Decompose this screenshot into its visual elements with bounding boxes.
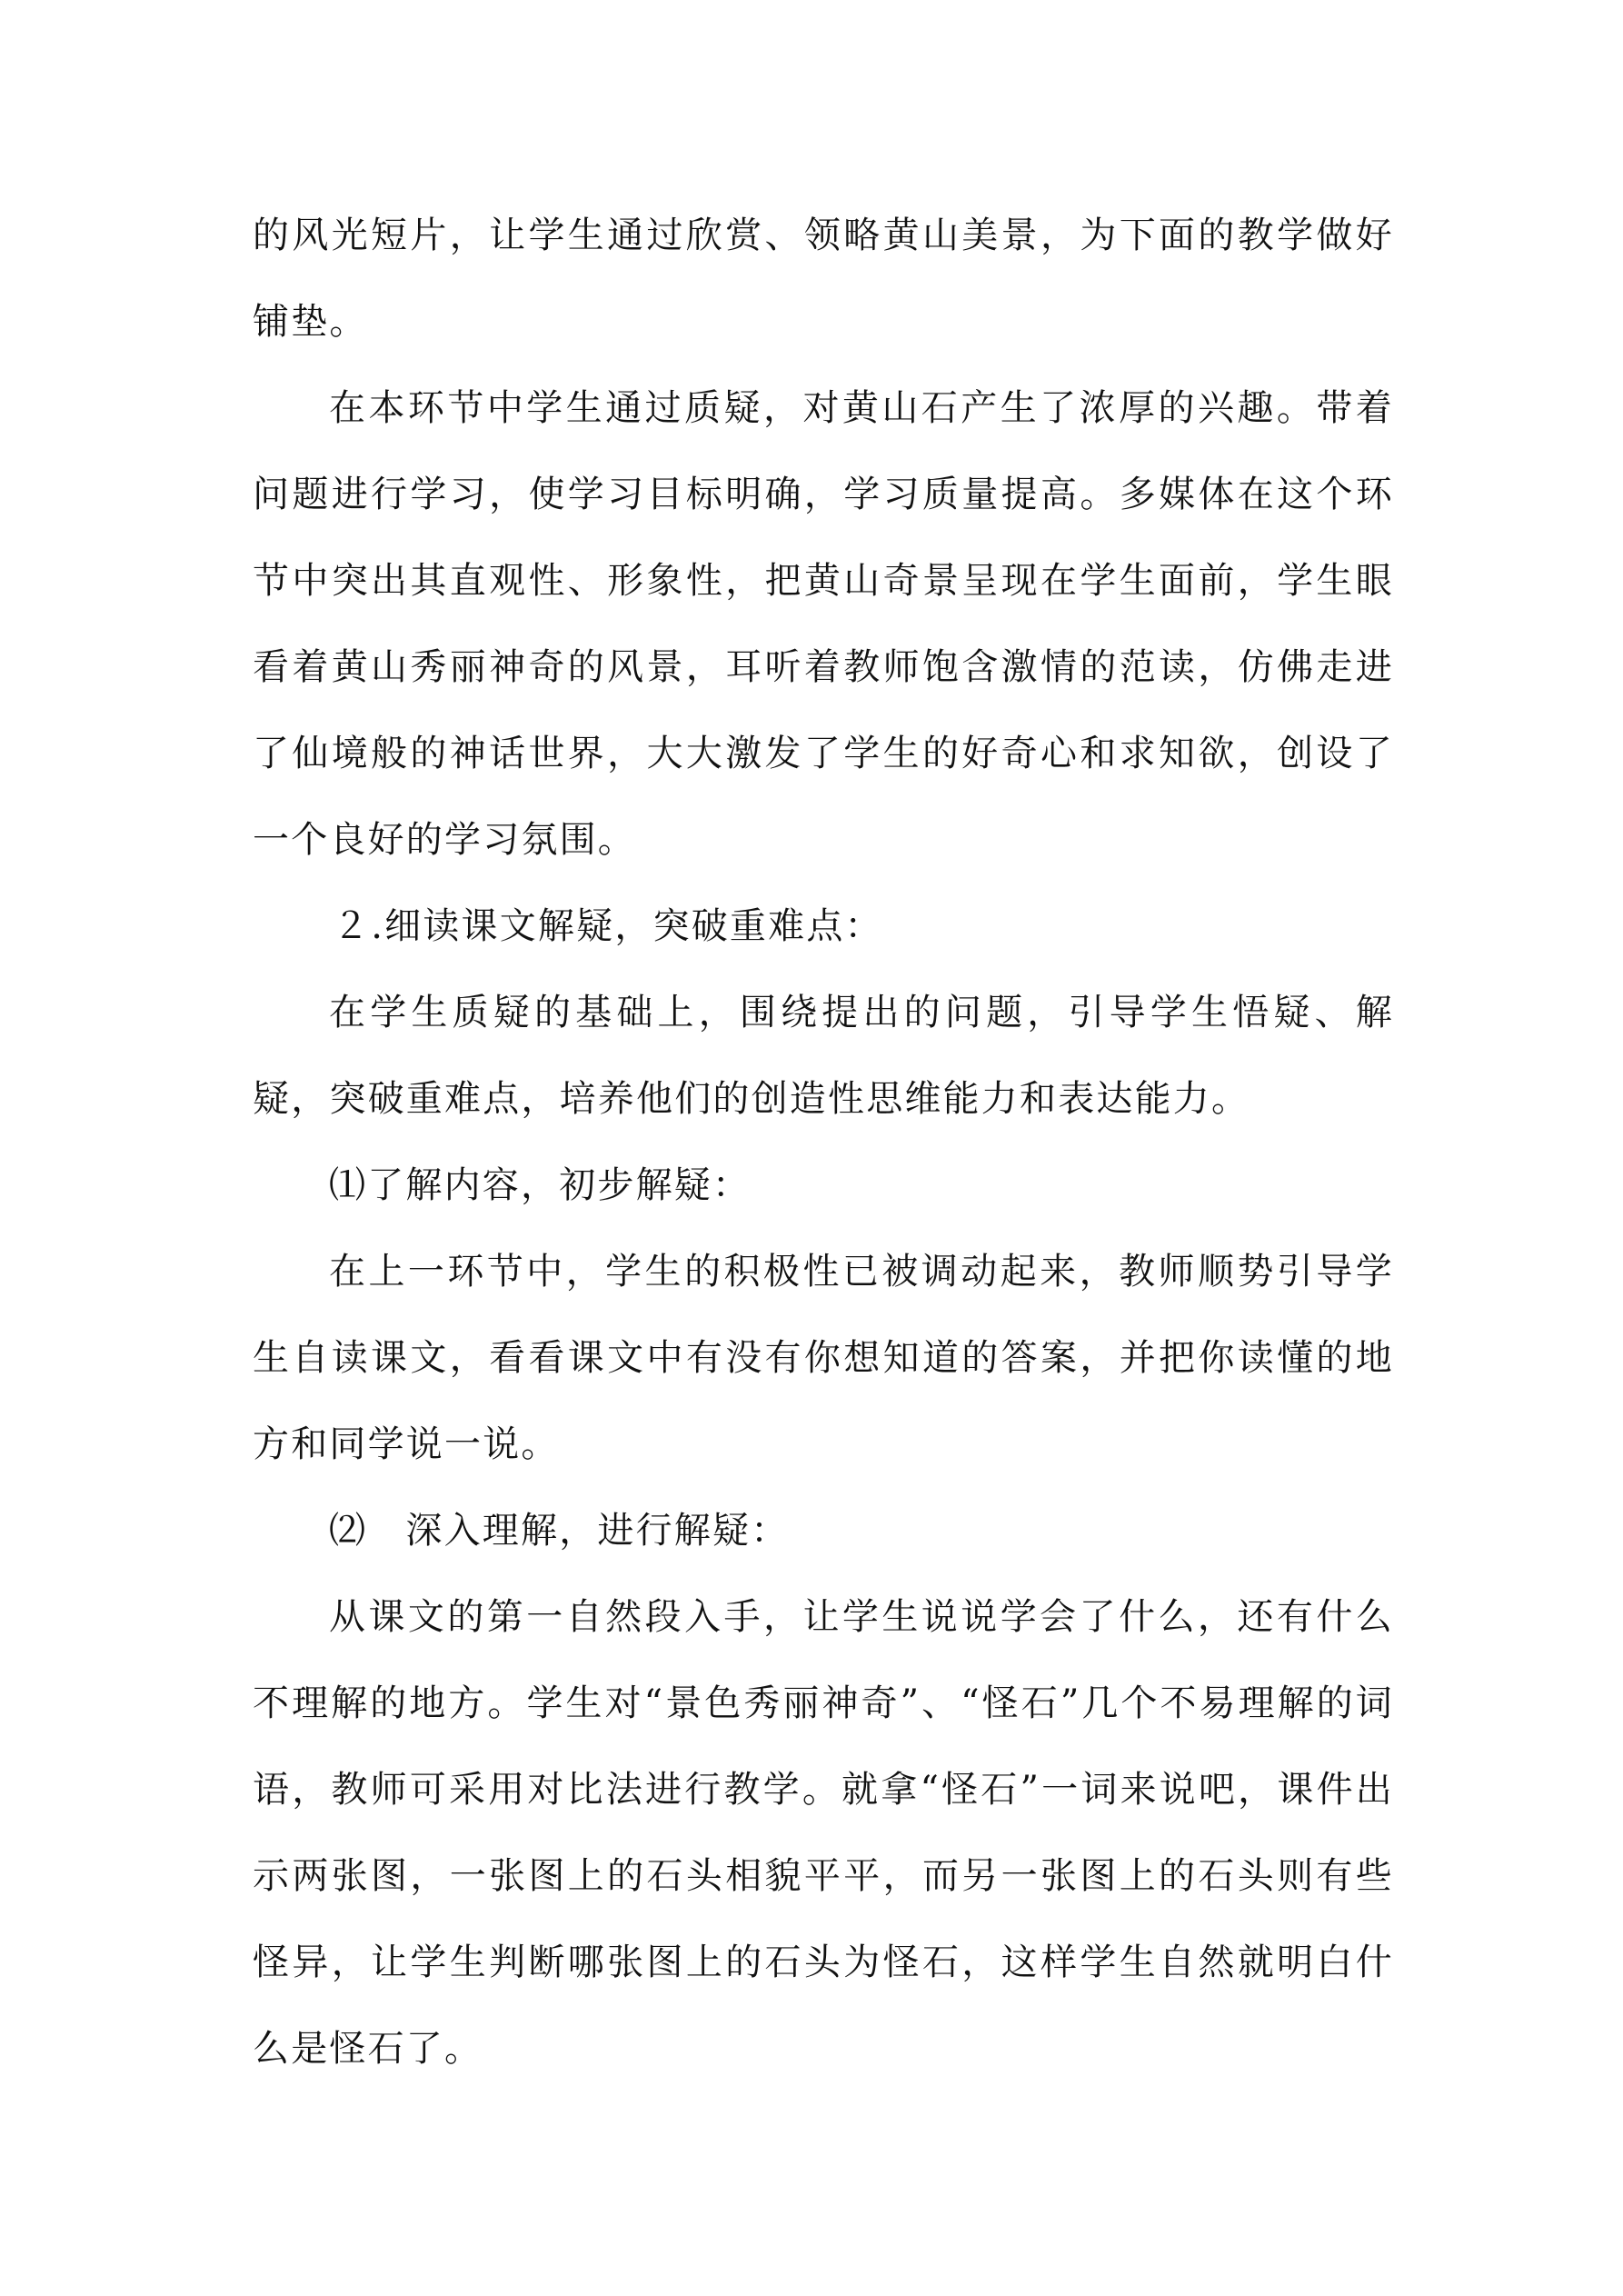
paragraph-continuation: 的风光短片，让学生通过欣赏、领略黄山美景，为下面的教学做好铺垫。 [253, 215, 1394, 343]
subheading-understand-content: ⑴了解内容，初步解疑： [329, 1164, 752, 1206]
subheading-deep-understanding: ⑵ 深入理解，进行解疑： [329, 1510, 790, 1552]
section-heading-close-reading: ２.细读课文解疑，突破重难点： [333, 905, 883, 947]
paragraph-self-reading: 在上一环节中，学生的积极性已被调动起来，教师顺势引导学生自读课文，看看课文中有没有你想知道的答案，并把你读懂的地方和同学说一说。 [253, 1251, 1394, 1465]
paragraph-multimedia-effect: 在本环节中学生通过质疑，对黄山石产生了浓厚的兴趣。带着问题进行学习，使学习目标明确，学习质量提高。多媒体在这个环节中突出其直观性、形象性，把黄山奇景呈现在学生面前，学生眼看着黄山秀丽神奇的风景，耳听着教师饱含激情的范读，仿佛走进了仙境般的神话世界，大大激发了学生的好奇心和求知欲，创设了一个良好的学习氛围。 [253, 387, 1394, 861]
paragraph-resolve-doubts: 在学生质疑的基础上，围绕提出的问题，引导学生悟疑、解疑，突破重难点，培养他们的创造性思维能力和表达能力。 [253, 992, 1394, 1120]
paragraph-contrast-method: 从课文的第一自然段入手，让学生说说学会了什么，还有什么不理解的地方。学生对“景色秀丽神奇”、“怪石”几个不易理解的词语，教师可采用对比法进行教学。就拿“怪石”一词来说吧，课件出示两张图，一张图上的石头相貌平平，而另一张图上的石头则有些怪异，让学生判断哪张图上的石头为怪石，这样学生自然就明白什么是怪石了。 [253, 1596, 1394, 2070]
document-body [253, 193, 1394, 2092]
